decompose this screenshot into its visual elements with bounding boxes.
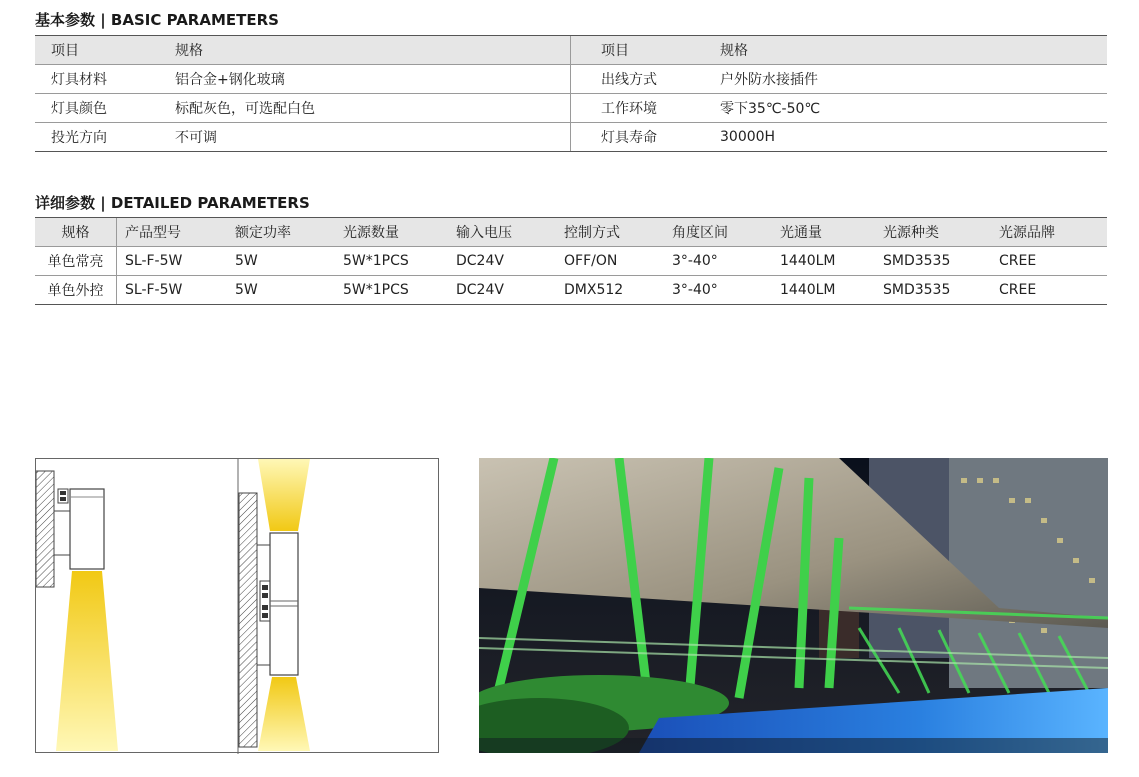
- header-cell: 产品型号: [125, 225, 181, 241]
- table-cell: CREE: [999, 253, 1037, 269]
- table-cell: 铝合金+钢化玻璃: [175, 72, 285, 88]
- table-header-row: [35, 218, 1107, 247]
- table-cell: 零下35℃-50℃: [720, 101, 821, 117]
- table-row: [35, 65, 1107, 94]
- header-cell: 光通量: [780, 225, 822, 241]
- table-cell: 单色常亮: [35, 247, 117, 275]
- table-cell: DC24V: [456, 253, 504, 269]
- table-cell: 灯具材料: [51, 72, 107, 88]
- single-direction-fixture: [36, 471, 118, 751]
- header-cell: 光源数量: [343, 225, 399, 241]
- table-cell: 灯具寿命: [570, 123, 720, 151]
- light-beam-down: [56, 571, 118, 751]
- basic-parameters-title: 基本参数 | BASIC PARAMETERS: [35, 11, 279, 29]
- table-cell: 5W: [235, 253, 258, 269]
- table-cell: 投光方向: [51, 130, 107, 146]
- table-header-row: [35, 36, 1107, 65]
- table-cell: 1440LM: [780, 253, 836, 269]
- wall-hatch: [36, 471, 54, 587]
- light-beam-up: [258, 459, 310, 531]
- header-cell: 输入电压: [456, 225, 512, 241]
- table-cell: 5W*1PCS: [343, 282, 409, 298]
- header-cell: 角度区间: [672, 225, 728, 241]
- header-cell: 规格: [175, 43, 203, 59]
- green-lit-footbridge-photo: [479, 458, 1108, 753]
- table-cell: 3°-40°: [672, 253, 718, 269]
- table-cell: DC24V: [456, 282, 504, 298]
- table-cell: 工作环境: [570, 94, 720, 122]
- table-row: [35, 123, 1107, 151]
- table-row: [35, 247, 1107, 276]
- table-cell: 标配灰色，可选配白色: [175, 101, 315, 117]
- detailed-parameters-table: [35, 217, 1107, 305]
- detailed-parameters-title: 详细参数 | DETAILED PARAMETERS: [35, 194, 310, 212]
- fixture-body: [70, 489, 104, 569]
- header-cell: 项目: [570, 36, 720, 64]
- header-cell: 额定功率: [235, 225, 291, 241]
- table-cell: SL-F-5W: [125, 282, 183, 298]
- table-row: [35, 94, 1107, 123]
- table-cell: DMX512: [564, 282, 624, 298]
- basic-parameters-table: [35, 35, 1107, 152]
- wall-hatch: [239, 493, 257, 747]
- dual-direction-fixture: [239, 459, 310, 751]
- table-cell: OFF/ON: [564, 253, 618, 269]
- table-row: [35, 276, 1107, 304]
- installation-diagram: [35, 458, 439, 753]
- fixture-body: [270, 533, 298, 675]
- header-cell: 项目: [51, 43, 79, 59]
- header-cell: 光源品牌: [999, 225, 1055, 241]
- table-cell: 5W*1PCS: [343, 253, 409, 269]
- table-cell: SMD3535: [883, 253, 951, 269]
- header-cell: 控制方式: [564, 225, 620, 241]
- table-cell: 不可调: [175, 130, 217, 146]
- header-cell: 规格: [35, 218, 117, 246]
- table-cell: SL-F-5W: [125, 253, 183, 269]
- table-cell: 30000H: [720, 129, 776, 145]
- table-cell: CREE: [999, 282, 1037, 298]
- table-cell: 户外防水接插件: [720, 72, 818, 88]
- header-cell: 规格: [720, 43, 748, 59]
- header-cell: 光源种类: [883, 225, 939, 241]
- table-cell: 1440LM: [780, 282, 836, 298]
- table-cell: SMD3535: [883, 282, 951, 298]
- light-beam-down: [258, 677, 310, 751]
- table-cell: 3°-40°: [672, 282, 718, 298]
- table-cell: 灯具颜色: [51, 101, 107, 117]
- table-cell: 单色外控: [35, 276, 117, 304]
- table-cell: 5W: [235, 282, 258, 298]
- table-cell: 出线方式: [570, 65, 720, 93]
